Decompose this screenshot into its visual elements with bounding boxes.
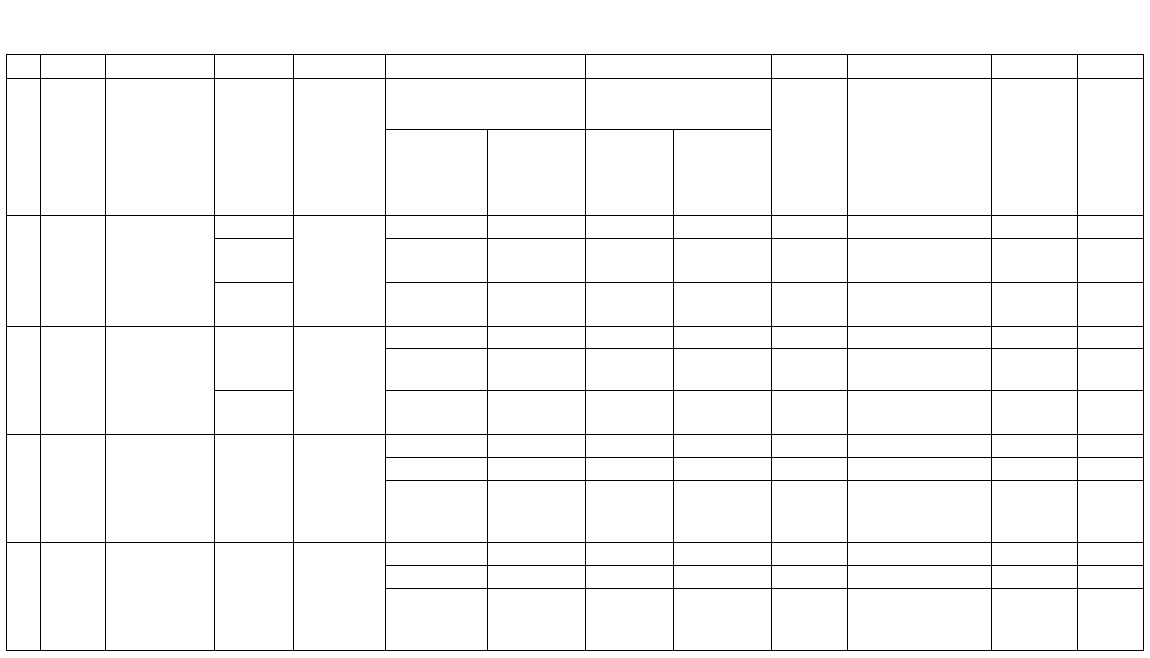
column-number [294, 55, 386, 79]
opis-skutku-cell [586, 239, 674, 283]
column-number [106, 55, 215, 79]
risk-management-table [6, 54, 1144, 651]
uwagi-cell [1078, 391, 1144, 435]
poziom-ryzyka-cell [772, 589, 848, 651]
stanowisko-cell [106, 543, 215, 651]
poziom-ryzyka-cell [772, 458, 848, 481]
column-number [1078, 55, 1144, 79]
wartosc-prawdopodobienstwa-cell [488, 349, 586, 391]
wyznaczeni-cell [992, 543, 1078, 566]
wartosc-skutku-cell [674, 589, 772, 651]
wyznaczeni-cell [992, 481, 1078, 543]
poziom-ryzyka-cell [772, 566, 848, 589]
poziom-ryzyka-cell [772, 349, 848, 391]
poziom-ryzyka-cell [772, 391, 848, 435]
postepowanie-cell [848, 349, 992, 391]
postepowanie-cell [848, 239, 992, 283]
wyznaczeni-cell [992, 391, 1078, 435]
header-ryzyko [294, 79, 386, 216]
wyznaczeni-cell [992, 283, 1078, 327]
opis-skutku-cell [586, 391, 674, 435]
header-stanowisko [106, 79, 215, 216]
wyznaczeni-cell [992, 589, 1078, 651]
wartosc-skutku-cell [674, 349, 772, 391]
opis-skutku-cell [586, 216, 674, 239]
wartosc-prawdopodobienstwa-cell [488, 481, 586, 543]
ryzyko-cell [294, 543, 386, 651]
wartosc-prawdopodobienstwa-cell [488, 543, 586, 566]
opis-skutku-cell [586, 481, 674, 543]
header-uwagi [1078, 79, 1144, 216]
opis-skutku-cell [586, 349, 674, 391]
poziom-ryzyka-cell [772, 239, 848, 283]
wartosc-skutku-cell [674, 283, 772, 327]
stanowisko-cell [106, 216, 215, 327]
wartosc-skutku-cell [674, 216, 772, 239]
header-lp [7, 79, 41, 216]
stanowisko-cell [106, 327, 215, 435]
opis-skutku-cell [586, 458, 674, 481]
table-row [7, 216, 1144, 239]
uwagi-cell [1078, 589, 1144, 651]
postepowanie-cell [848, 435, 992, 458]
wartosc-skutku-cell [674, 239, 772, 283]
opis-skutku-cell [586, 589, 674, 651]
header-wartosc-skutku [674, 130, 772, 216]
opis-prawdopodobienstwa-cell [386, 283, 488, 327]
wyznaczeni-cell [992, 566, 1078, 589]
wartosc-skutku-cell [674, 435, 772, 458]
header-postepowanie [848, 79, 992, 216]
uwagi-cell [1078, 543, 1144, 566]
table-row [7, 435, 1144, 458]
wartosc-prawdopodobienstwa-cell [488, 589, 586, 651]
wartosc-skutku-cell [674, 481, 772, 543]
wyznaczeni-cell [992, 327, 1078, 349]
uwagi-cell [1078, 283, 1144, 327]
opis-skutku-cell [586, 543, 674, 566]
postepowanie-cell [848, 283, 992, 327]
wartosc-skutku-cell [674, 566, 772, 589]
category-cell [215, 283, 294, 327]
category-cell [215, 543, 294, 651]
header-opis-prawdopodobienstwa [386, 130, 488, 216]
wartosc-skutku-cell [674, 391, 772, 435]
opis-prawdopodobienstwa-cell [386, 458, 488, 481]
header-poziom [772, 79, 848, 216]
poziom-ryzyka-cell [772, 481, 848, 543]
table-row [7, 327, 1144, 349]
column-number-blank [7, 55, 41, 79]
opis-skutku-cell [586, 435, 674, 458]
opis-prawdopodobienstwa-cell [386, 481, 488, 543]
postepowanie-cell [848, 458, 992, 481]
wartosc-prawdopodobienstwa-cell [488, 566, 586, 589]
row-number-cell [7, 216, 41, 327]
zadanie-cell [41, 327, 106, 435]
opis-prawdopodobienstwa-cell [386, 216, 488, 239]
wyznaczeni-cell [992, 349, 1078, 391]
column-number [848, 55, 992, 79]
postepowanie-cell [848, 327, 992, 349]
opis-prawdopodobienstwa-cell [386, 239, 488, 283]
column-number [586, 55, 772, 79]
wartosc-prawdopodobienstwa-cell [488, 458, 586, 481]
uwagi-cell [1078, 327, 1144, 349]
column-number [41, 55, 106, 79]
category-cell [215, 216, 294, 239]
uwagi-cell [1078, 435, 1144, 458]
uwagi-cell [1078, 349, 1144, 391]
zadanie-cell [41, 435, 106, 543]
postepowanie-cell [848, 481, 992, 543]
header-prawdopodobienstwo [386, 79, 586, 130]
table-row [7, 543, 1144, 566]
category-cell [215, 327, 294, 391]
opis-prawdopodobienstwa-cell [386, 327, 488, 349]
header-zadanie [41, 79, 106, 216]
zadanie-cell [41, 543, 106, 651]
wyznaczeni-cell [992, 435, 1078, 458]
column-number [386, 55, 586, 79]
category-cell [215, 435, 294, 543]
opis-prawdopodobienstwa-cell [386, 349, 488, 391]
wartosc-prawdopodobienstwa-cell [488, 283, 586, 327]
opis-skutku-cell [586, 566, 674, 589]
wyznaczeni-cell [992, 216, 1078, 239]
wartosc-prawdopodobienstwa-cell [488, 239, 586, 283]
wartosc-skutku-cell [674, 327, 772, 349]
uwagi-cell [1078, 216, 1144, 239]
ryzyko-cell [294, 435, 386, 543]
poziom-ryzyka-cell [772, 283, 848, 327]
category-cell [215, 391, 294, 435]
column-number [772, 55, 848, 79]
header-wyznaczeni [992, 79, 1078, 216]
wartosc-prawdopodobienstwa-cell [488, 216, 586, 239]
wyznaczeni-cell [992, 458, 1078, 481]
column-number [215, 55, 294, 79]
header-row-1 [7, 79, 1144, 130]
poziom-ryzyka-cell [772, 543, 848, 566]
wartosc-prawdopodobienstwa-cell [488, 327, 586, 349]
row-number-cell [7, 327, 41, 435]
poziom-ryzyka-cell [772, 327, 848, 349]
poziom-ryzyka-cell [772, 435, 848, 458]
poziom-ryzyka-cell [772, 216, 848, 239]
postepowanie-cell [848, 391, 992, 435]
postepowanie-cell [848, 566, 992, 589]
ryzyko-cell [294, 216, 386, 327]
zadanie-cell [41, 216, 106, 327]
uwagi-cell [1078, 566, 1144, 589]
uwagi-cell [1078, 239, 1144, 283]
postepowanie-cell [848, 543, 992, 566]
stanowisko-cell [106, 435, 215, 543]
uwagi-cell [1078, 481, 1144, 543]
wyznaczeni-cell [992, 239, 1078, 283]
opis-prawdopodobienstwa-cell [386, 589, 488, 651]
opis-prawdopodobienstwa-cell [386, 435, 488, 458]
opis-prawdopodobienstwa-cell [386, 543, 488, 566]
opis-prawdopodobienstwa-cell [386, 391, 488, 435]
wartosc-skutku-cell [674, 458, 772, 481]
header-kategorie [215, 79, 294, 216]
wartosc-prawdopodobienstwa-cell [488, 391, 586, 435]
opis-skutku-cell [586, 327, 674, 349]
header-opis-skutku [586, 130, 674, 216]
opis-skutku-cell [586, 283, 674, 327]
category-cell [215, 239, 294, 283]
wartosc-skutku-cell [674, 543, 772, 566]
opis-prawdopodobienstwa-cell [386, 566, 488, 589]
table-body [7, 216, 1144, 651]
column-number [992, 55, 1078, 79]
column-number-row [7, 55, 1144, 79]
wartosc-prawdopodobienstwa-cell [488, 435, 586, 458]
ryzyko-cell [294, 327, 386, 435]
row-number-cell [7, 435, 41, 543]
postepowanie-cell [848, 216, 992, 239]
postepowanie-cell [848, 589, 992, 651]
row-number-cell [7, 543, 41, 651]
header-wartosc-prawdopodobienstwa [488, 130, 586, 216]
header-skutek [586, 79, 772, 130]
uwagi-cell [1078, 458, 1144, 481]
